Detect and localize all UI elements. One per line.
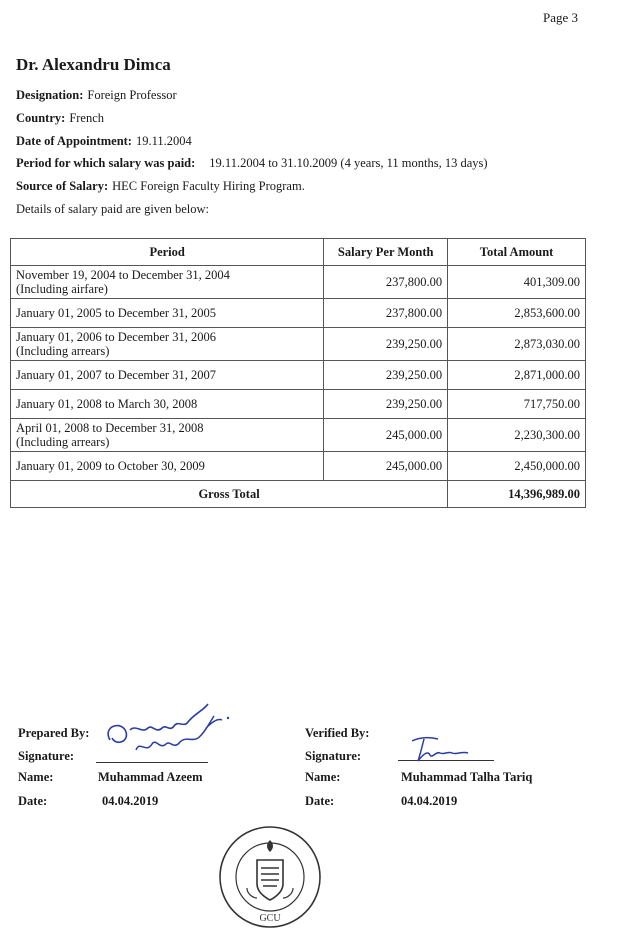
table-row	[11, 361, 586, 390]
verified-name-row	[305, 770, 533, 785]
person-name: Dr. Alexandru Dimca	[16, 55, 171, 74]
verified-date-label: Date:	[305, 794, 335, 808]
row-period: January 01, 2006 to December 31, 2006 (Including arrears)	[11, 328, 324, 361]
table-header-row	[11, 239, 586, 266]
row-period: January 01, 2009 to October 30, 2009	[11, 452, 324, 481]
prepared-date-value: 04.04.2019	[102, 794, 159, 808]
row-salary: 245,000.00	[324, 452, 448, 481]
row-salary: 239,250.00	[324, 361, 448, 390]
salary-period-line	[16, 156, 488, 171]
row-total: 2,230,300.00	[448, 419, 586, 452]
verified-name-label: Name:	[305, 770, 341, 784]
table-row	[11, 390, 586, 419]
prepared-date-label: Date:	[18, 794, 48, 808]
table-row	[11, 266, 586, 299]
row-salary: 239,250.00	[324, 328, 448, 361]
designation-label: Designation:	[16, 88, 84, 102]
seal-bottom-text: GCU	[259, 913, 281, 924]
table-row	[11, 328, 586, 361]
prepared-by-heading: Prepared By:	[18, 726, 90, 740]
gross-total-value: 14,396,989.00	[448, 481, 586, 508]
gross-total-label: Gross Total	[11, 481, 448, 508]
country-value: French	[69, 111, 105, 125]
header-period: Period	[11, 239, 324, 266]
verified-date-value: 04.04.2019	[401, 794, 458, 808]
row-period: November 19, 2004 to December 31, 2004 (Including airfare)	[11, 266, 324, 299]
row-salary: 239,250.00	[324, 390, 448, 419]
row-total: 2,873,030.00	[448, 328, 586, 361]
verified-name-value: Muhammad Talha Tariq	[401, 770, 533, 784]
source-line	[16, 179, 305, 194]
verified-date-row	[305, 794, 458, 809]
row-salary: 237,800.00	[324, 266, 448, 299]
institution-seal	[217, 824, 323, 930]
salary-table	[10, 238, 586, 508]
prepared-signature-label: Signature:	[18, 749, 75, 763]
row-total: 401,309.00	[448, 266, 586, 299]
header-total: Total Amount	[448, 239, 586, 266]
country-label: Country:	[16, 111, 66, 125]
row-period: January 01, 2008 to March 30, 2008	[11, 390, 324, 419]
appointment-value: 19.11.2004	[135, 134, 192, 148]
prepared-name-label: Name:	[18, 770, 54, 784]
row-salary: 237,800.00	[324, 299, 448, 328]
salary-period-label: Period for which salary was paid:	[16, 156, 196, 170]
prepared-signature-line	[96, 762, 208, 763]
prepared-date-row	[18, 794, 159, 809]
prepared-name-row	[18, 770, 203, 785]
row-total: 2,871,000.00	[448, 361, 586, 390]
table-row	[11, 419, 586, 452]
row-salary: 245,000.00	[324, 419, 448, 452]
table-row	[11, 299, 586, 328]
row-period: January 01, 2005 to December 31, 2005	[11, 299, 324, 328]
row-total: 2,450,000.00	[448, 452, 586, 481]
header-salary: Salary Per Month	[324, 239, 448, 266]
gross-total-row	[11, 481, 586, 508]
prepared-name-value: Muhammad Azeem	[98, 770, 203, 784]
verified-by-heading: Verified By:	[305, 726, 370, 740]
source-value: HEC Foreign Faculty Hiring Program.	[112, 179, 305, 193]
verified-signature	[408, 733, 478, 765]
page-number: Page 3	[542, 10, 578, 25]
row-period: January 01, 2007 to December 31, 2007	[11, 361, 324, 390]
appointment-line	[16, 134, 192, 149]
prepared-signature	[96, 700, 236, 762]
row-total: 717,750.00	[448, 390, 586, 419]
salary-period-value: 19.11.2004 to 31.10.2009 (4 years, 11 months, 13 days)	[209, 156, 488, 170]
table-row	[11, 452, 586, 481]
details-text: Details of salary paid are given below:	[16, 202, 209, 216]
designation-value: Foreign Professor	[87, 88, 177, 102]
country-line	[16, 111, 104, 126]
row-period: April 01, 2008 to December 31, 2008 (Including arrears)	[11, 419, 324, 452]
row-total: 2,853,600.00	[448, 299, 586, 328]
source-label: Source of Salary:	[16, 179, 109, 193]
designation-line	[16, 88, 177, 103]
appointment-label: Date of Appointment:	[16, 134, 132, 148]
verified-signature-label: Signature:	[305, 749, 362, 763]
